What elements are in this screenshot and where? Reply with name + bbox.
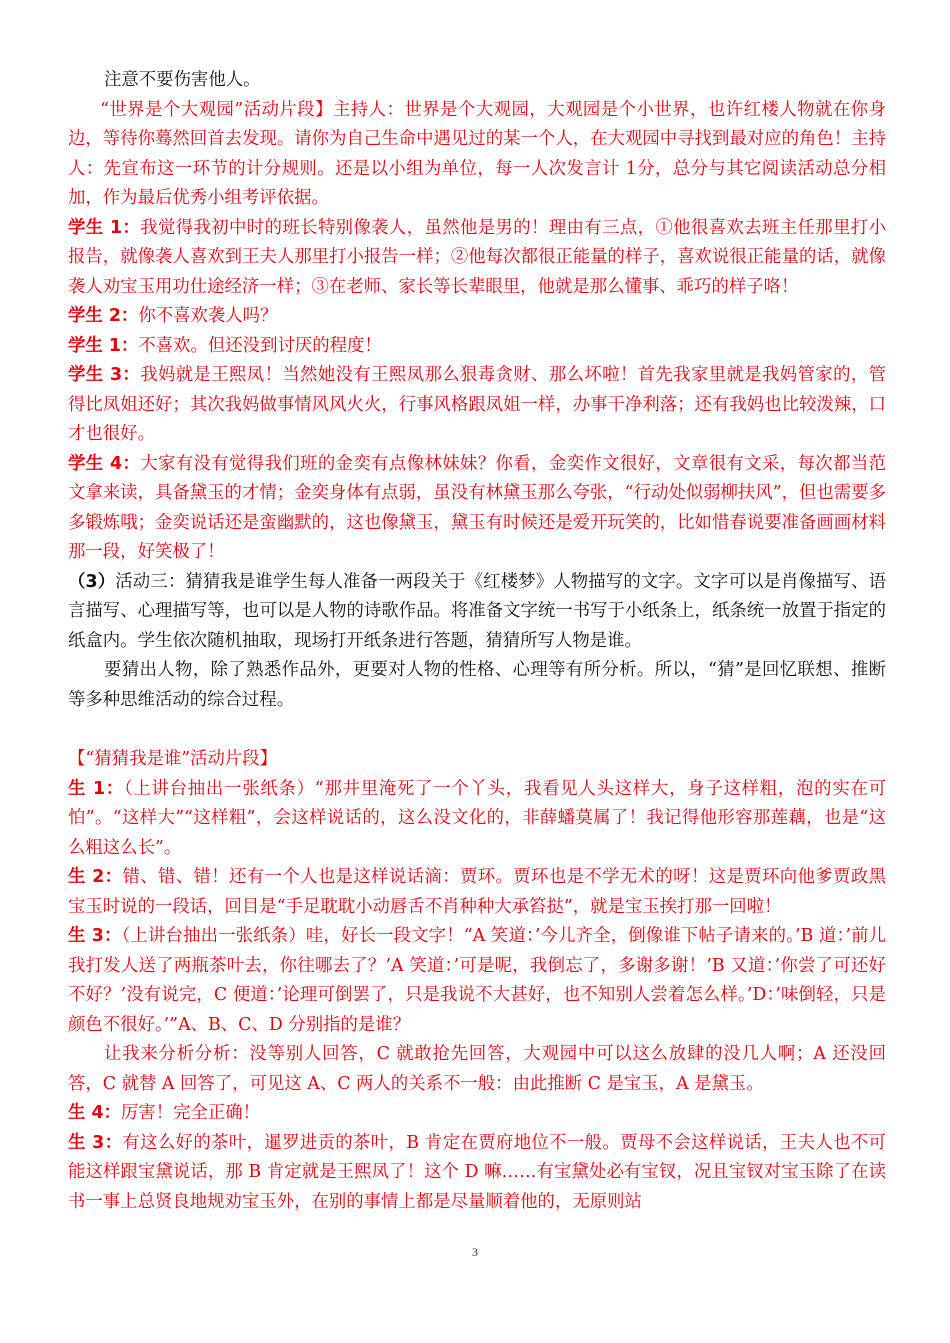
paragraph-text: 错、错、错！还有一个人也是这样说话滴：贾环。贾环也是不学无术的呀！这是贾环向他爹贾政黑宝玉时说的一段话，回目是“手足耽耽小动唇舌不肖种种大承笞挞”，就是宝玉挨打那一回啦！: [68, 867, 886, 917]
paragraph-dialogue: [68, 863, 886, 922]
paragraph-dialogue: [68, 922, 886, 1040]
paragraph-analysis: [68, 656, 886, 715]
paragraph-activity-fragment: [68, 96, 886, 214]
paragraph-text: 厉害！完全正确！: [120, 1103, 261, 1123]
paragraph-text: （上讲台抽出一张纸条）哇，好长一段文字！“A 笑道：’今儿齐全，倒像谁下帖子请来的。’B 道：’前儿我打发人送了两瓶茶叶去，你往哪去了？’A 笑道：’可是呢，我倒忘了，多谢多谢！’B 又道：’你尝了可还好不好？’没有说完，C 便道：’论理可倒罢了，只是我说不大甚好，也不知别人尝着怎么样。’D：’味倒轻，只是颜色不很好。’”A、B、C、D 分别指的是谁？: [68, 926, 887, 1035]
paragraph-text: 要猜出人物，除了熟悉作品外，更要对人物的性格、心理等有所分析。所以，“猜”是回忆联想、推断等多种思维活动的综合过程。: [68, 660, 886, 710]
page-number: 3: [472, 1245, 478, 1259]
paragraph-dialogue: [68, 775, 886, 864]
paragraph-text: 有这么好的茶叶，暹罗进贡的茶叶，B 肯定在贾府地位不一般。贾母不会这样说话，王夫人也不可能这样跟宝黛说话，那 B 肯定就是王熙凤了！这个 D 嘛……有宝黛处必有宝钗，况且宝钗对宝玉除了在读书一事上总贤良地规劝宝玉外，在别的事情上都是尽量顺着他的，无原则站: [68, 1132, 887, 1212]
paragraph-text: （上讲台抽出一张纸条）“那井里淹死了一个丫头，我看见人头这样大，身子这样粗，泡的实在可怕”。“这样大”“这样粗”，会这样说话的，这么没文化的，非薛蟠莫属了！我记得他形容那莲藕，也是“这么粗这么长”。: [68, 778, 886, 858]
paragraph-text: 我妈就是王熙凤！当然她没有王熙凤那么狠毒贪财、那么坏啦！首先我家里就是我妈管家的，管得比凤姐还好；其次我妈做事情风风火火，行事风格跟凤姐一样，办事干净利落；还有我妈也比较泼辣，口才也很好。: [68, 365, 886, 444]
paragraph-dialogue: [68, 1129, 886, 1218]
paragraph-dialogue: [68, 214, 886, 303]
paragraph-text: 让我来分析分析：没等别人回答，C 就敢抢先回答，大观园中可以这么放肆的没几人啊；A 还没回答，C 就替 A 回答了，可见这 A、C 两人的关系不一般：由此推断 C 是宝玉，A 是黛玉。: [68, 1044, 886, 1094]
paragraph-dialogue: [68, 450, 886, 568]
paragraph-activity-three: [68, 568, 886, 657]
speaker-label: 学生 1：: [68, 217, 141, 238]
paragraph-text: 注意不要伤害他人。: [104, 70, 261, 90]
paragraph-text: 不喜欢。但还没到讨厌的程度！: [138, 335, 382, 356]
section-heading: [68, 745, 886, 775]
paragraph-dialogue: [68, 1099, 886, 1129]
speaker-label: 学生 4：: [68, 453, 141, 474]
paragraph-intro: [68, 66, 886, 96]
spacer: [68, 715, 886, 745]
speaker-label: 学生 3：: [68, 365, 141, 385]
paragraph-text: “世界是个大观园”活动片段】主持人：世界是个大观园，大观园是个小世界，也许红楼人物就在你身边，等待你蓦然回首去发现。请你为自己生命中遇见过的某一个人，在大观园中寻找到最对应的角色！主持人：先宣布这一环节的计分规则。还是以小组为单位，每一人次发言计 1分，总分与其它阅读活动总分相加，作为最后优秀小组考评依据。: [68, 99, 886, 208]
paragraph-analysis-red: [68, 1040, 886, 1099]
speaker-label: 生 2：: [68, 867, 123, 887]
speaker-label: 生 3：: [68, 926, 122, 946]
paragraph-text: 你不喜欢袭人吗？: [138, 306, 278, 326]
speaker-label: 生 1：: [68, 778, 124, 799]
paragraph-dialogue: [68, 361, 886, 450]
paragraph-dialogue: [68, 302, 886, 332]
heading-text: 【“猜猜我是谁”活动片段】: [68, 749, 278, 769]
speaker-label: 生 3：: [68, 1132, 123, 1153]
document-body: [68, 66, 886, 1217]
speaker-label: 学生 2：: [68, 306, 139, 326]
paragraph-dialogue: [68, 332, 886, 362]
speaker-label: 生 4：: [68, 1103, 121, 1123]
section-number: （3）: [68, 571, 116, 592]
paragraph-text: 活动三：猜猜我是谁学生每人准备一两段关于《红楼梦》人物描写的文字。文字可以是肖像描写、语言描写、心理描写等，也可以是人物的诗歌作品。将准备文字统一书写于小纸条上，纸条统一放置于指定的纸盒内。学生依次随机抽取，现场打开纸条进行答题，猜猜所写人物是谁。: [68, 571, 886, 651]
paragraph-text: 我觉得我初中时的班长特别像袭人，虽然他是男的！理由有三点，①他很喜欢去班主任那里打小报告，就像袭人喜欢到王夫人那里打小报告一样；②他每次都很正能量的样子，喜欢说很正能量的话，就像袭人劝宝玉用功仕途经济一样；③在老师、家长等长辈眼里，他就是那么懂事、乖巧的样子咯！: [68, 217, 886, 297]
paragraph-text: 大家有没有觉得我们班的金奕有点像林妹妹？你看，金奕作文很好，文章很有文采，每次都当范文拿来读，具备黛玉的才情；金奕身体有点弱，虽没有林黛玉那么夸张，“行动处似弱柳扶风”，但也需要多多锻炼哦；金奕说话还是蛮幽默的，这也像黛玉，黛玉有时候还是爱开玩笑的，比如惜春说要准备画画材料那一段，好笑极了！: [68, 453, 886, 562]
speaker-label: 学生 1：: [68, 335, 139, 356]
